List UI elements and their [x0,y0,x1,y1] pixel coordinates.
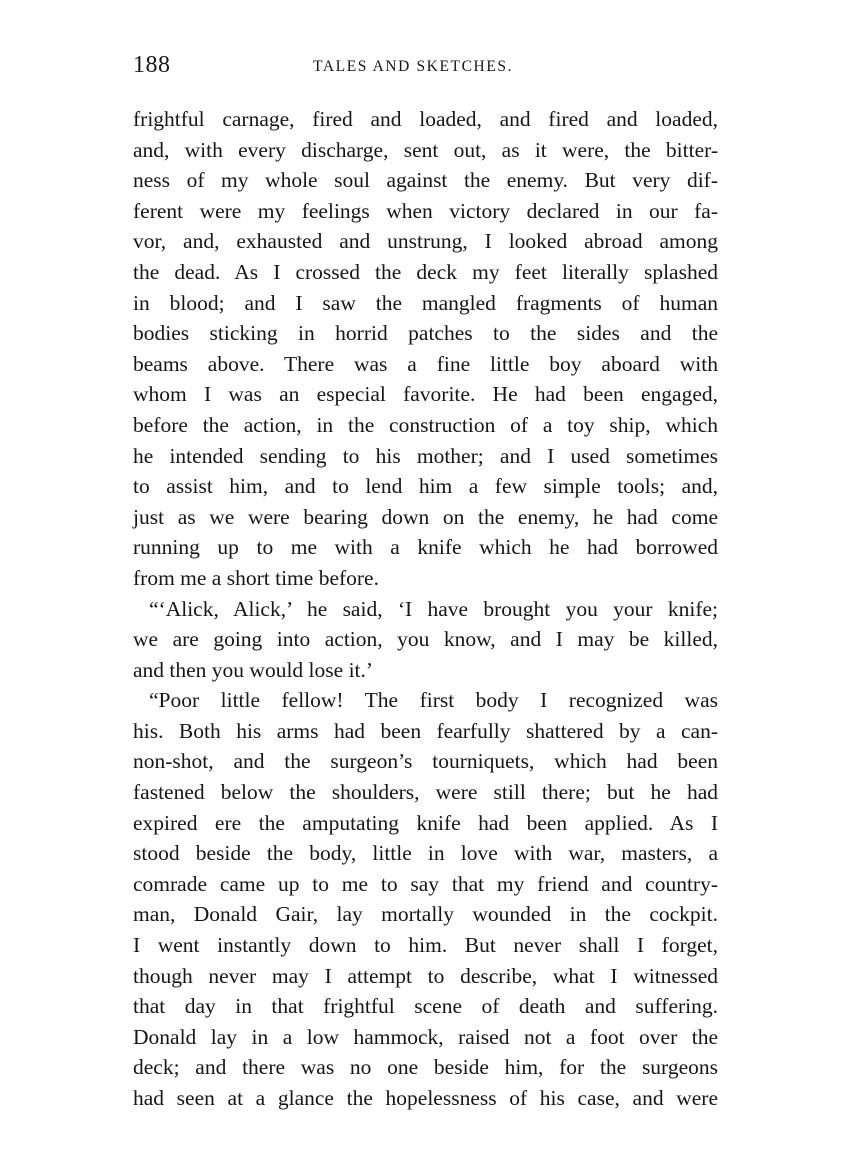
text-line: whom I was an especial favorite. He had been engaged, [133,382,718,407]
text-line: before the action, in the construction of a toy ship, which [133,412,718,437]
text-line: had seen at a glance the hopelessness of his case, and were [133,1086,718,1110]
text-line: from me a short time before. [133,565,379,590]
text-line: that day in that frightful scene of death and suffering. [133,994,718,1019]
text-line: deck; and there was no one beside him, for the surgeons [133,1055,718,1080]
page-number: 188 [133,52,171,78]
text-line: bodies sticking in horrid patches to the sides and the [133,321,718,346]
text-line: “Poor little fellow! The first body I recognized was [149,688,718,713]
text-line: and, with every discharge, sent out, as it were, the bitter- [133,137,718,162]
text-line: ferent were my feelings when victory declared in our fa- [133,198,718,223]
running-head: TALES AND SKETCHES. [313,58,514,75]
text-line: ness of my whole soul against the enemy. But very dif- [133,168,718,193]
page-header [133,52,718,82]
text-line: fastened below the shoulders, were still there; but he had [133,780,718,805]
text-line: his. Both his arms had been fearfully shattered by a can- [133,718,718,743]
text-line: expired ere the amputating knife had been applied. As I [133,810,718,835]
text-line: I went instantly down to him. But never shall I forget, [133,933,718,958]
text-line: the dead. As I crossed the deck my feet literally splashed [133,259,718,284]
text-line: non-shot, and the surgeon’s tourniquets, which had been [133,749,718,774]
text-line: in blood; and I saw the mangled fragments of human [133,290,718,315]
text-line: frightful carnage, fired and loaded, and fired and loaded, [133,107,718,131]
text-line: man, Donald Gair, lay mortally wounded in the cockpit. [133,902,718,927]
text-line: just as we were bearing down on the enemy, he had come [133,504,718,529]
text-line: beams above. There was a fine little boy aboard with [133,351,718,376]
text-line: running up to me with a knife which he had borrowed [133,535,718,560]
body-text [133,104,718,1114]
text-line: he intended sending to his mother; and I used sometimes [133,443,718,468]
text-line: and then you would lose it.’ [133,657,374,682]
text-line: stood beside the body, little in love with war, masters, a [133,841,718,866]
text-line: though never may I attempt to describe, what I witnessed [133,963,718,988]
text-line: Donald lay in a low hammock, raised not a foot over the [133,1024,718,1049]
text-line: we are going into action, you know, and I may be killed, [133,627,718,652]
text-line: comrade came up to me to say that my friend and country- [133,871,718,896]
text-line: “‘Alick, Alick,’ he said, ‘I have brought you your knife; [149,596,718,621]
text-line: vor, and, exhausted and unstrung, I looked abroad among [133,229,718,254]
text-line: to assist him, and to lend him a few simple tools; and, [133,474,718,499]
